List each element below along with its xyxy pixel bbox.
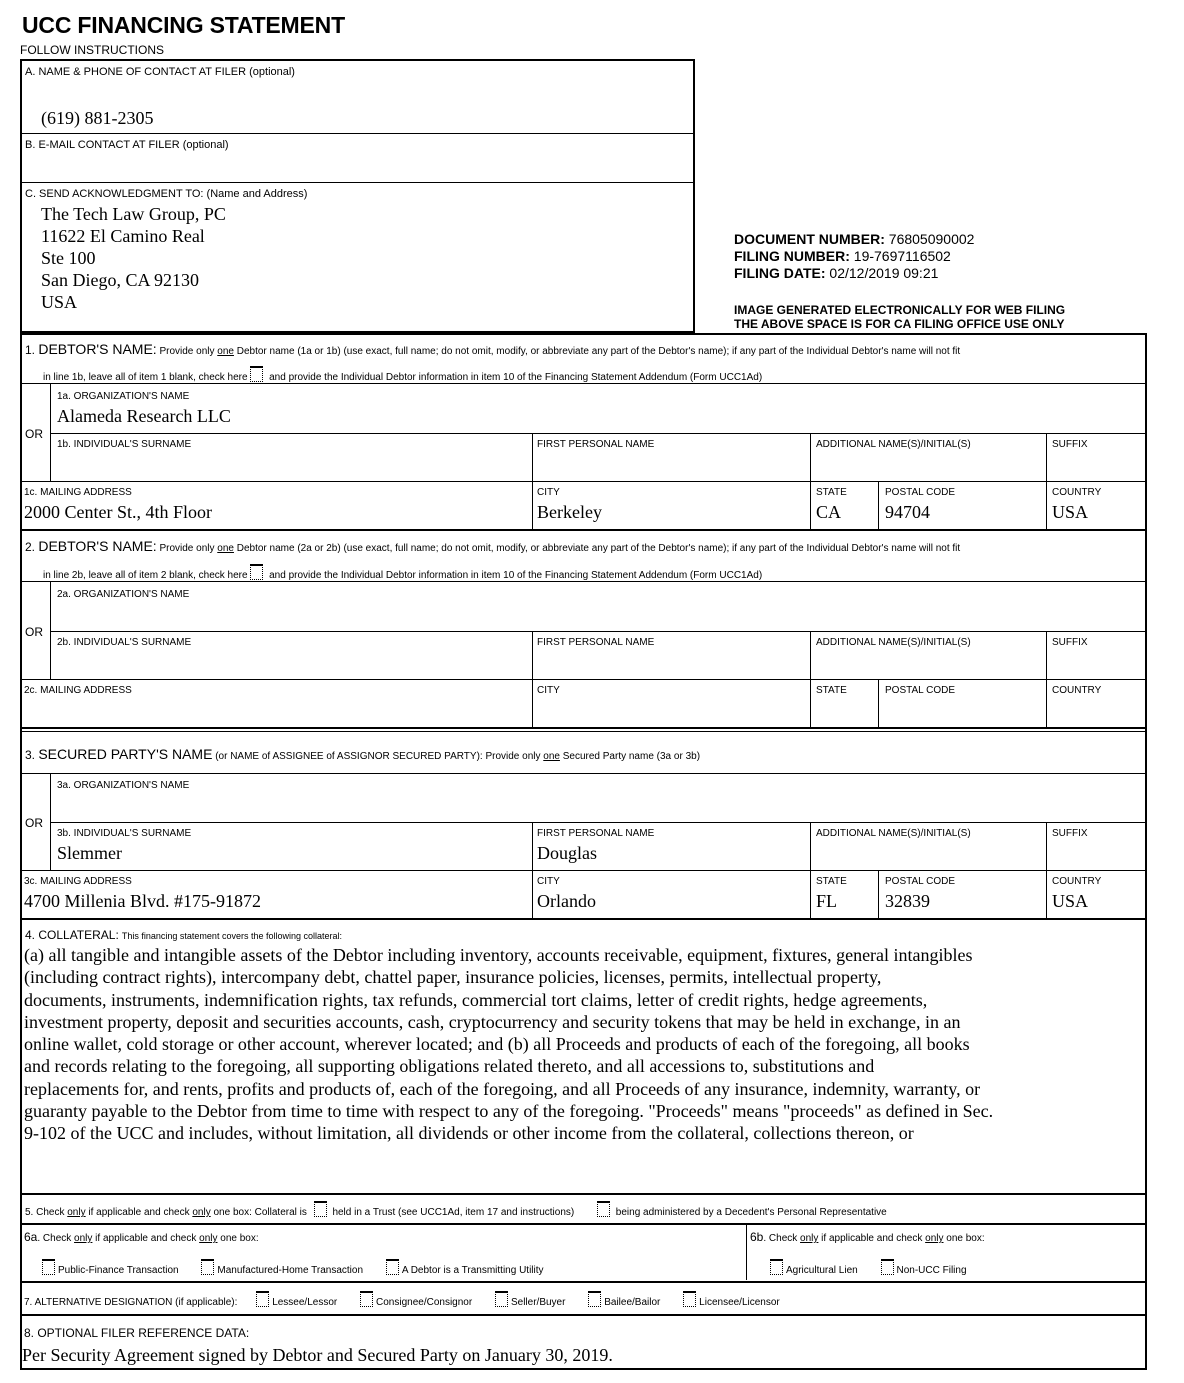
secured-surname-label: 3b. INDIVIDUAL'S SURNAME [57,828,192,839]
section-b-label: B. E-MAIL CONTACT AT FILER (optional) [25,139,229,151]
debtor2-additional-label: ADDITIONAL NAME(S)/INITIAL(S) [816,637,971,648]
collateral-heading: 4. COLLATERAL: This financing statement covers the following collateral: [25,928,342,942]
debtor2-postal-label: POSTAL CODE [885,685,956,696]
public-finance-checkbox[interactable] [42,1259,55,1275]
secured-additional-label: ADDITIONAL NAME(S)/INITIAL(S) [816,828,971,839]
debtor2-country-label: COUNTRY [1052,685,1102,696]
debtor2-city-label: CITY [537,685,560,696]
debtor2-state-label: STATE [816,685,847,696]
debtor2-surname-label: 2b. INDIVIDUAL'S SURNAME [57,637,192,648]
ack-line-3[interactable]: Ste 100 [41,248,96,268]
secured-suffix-label: SUFFIX [1052,828,1088,839]
licensee-checkbox[interactable] [683,1291,696,1307]
secured-org-label: 3a. ORGANIZATION'S NAME [57,780,190,791]
trust-checkbox[interactable] [314,1201,327,1217]
secured-or: OR [25,816,43,830]
debtor1-org-name[interactable]: Alameda Research LLC [57,406,231,426]
item6a-options: Public-Finance Transaction Manufactured-Home Transaction A Debtor is a Transmitting Utility [42,1259,544,1277]
debtor1-suffix-label: SUFFIX [1052,439,1088,450]
secured-city-label: CITY [537,876,560,887]
secured-country-label: COUNTRY [1052,876,1102,887]
debtor2-first-label: FIRST PERSONAL NAME [537,637,655,648]
debtor1-checkbox[interactable] [250,366,263,382]
item7-row: 7. ALTERNATIVE DESIGNATION (if applicable): Lessee/Lessor Consignee/Consignor Seller/Buyer Bailee/Bailor Licensee/Licensor [24,1291,780,1309]
debtor1-state[interactable]: CA [816,502,842,522]
secured-state[interactable]: FL [816,891,838,911]
debtor1-surname-label: 1b. INDIVIDUAL'S SURNAME [57,439,192,450]
debtor1-or: OR [25,427,43,441]
debtor1-heading: 1. DEBTOR'S NAME: Provide only one Debtor name (1a or 1b) (use exact, full name; do not omit, modify, or abbreviate any part of the Debtor's name); if any part of the Individual Debtor's name will not fit [25,341,961,357]
secured-first-name[interactable]: Douglas [537,843,597,863]
debtor2-suffix-label: SUFFIX [1052,637,1088,648]
collateral-text [24,944,1142,1145]
debtor1-mailing[interactable]: 2000 Center St., 4th Floor [24,502,212,522]
secured-mailing-label: 3c. MAILING ADDRESS [24,876,132,887]
collateral-line: guaranty payable to the Debtor from time to time with respect to any of the foregoing. "Proceeds" means "proceeds" as defined in Sec. [24,1101,994,1122]
collateral-line: and records relating to the foregoing, all supporting obligations related thereto, and all accessions to, substitutions and [24,1056,875,1077]
section-c-label: C. SEND ACKNOWLEDGMENT TO: (Name and Address) [25,188,308,200]
secured-postal-label: POSTAL CODE [885,876,956,887]
secured-state-label: STATE [816,876,847,887]
transmitting-utility-checkbox[interactable] [386,1259,399,1275]
contact-phone[interactable]: (619) 881-2305 [41,108,154,128]
filing-number: FILING NUMBER: 19-7697116502 [734,248,951,264]
collateral-line: (a) all tangible and intangible assets of the Debtor including inventory, accounts receivable, equipment, fixtures, general intangibles [24,945,973,965]
lessee-checkbox[interactable] [256,1291,269,1307]
office-use-note: THE ABOVE SPACE IS FOR CA FILING OFFICE USE ONLY [734,317,1065,331]
secured-heading: 3. SECURED PARTY'S NAME (or NAME of ASSIGNEE of ASSIGNOR SECURED PARTY): Provide only one Secured Party name (3a or 3b) [25,746,701,762]
collateral-line: online wallet, cold storage or other account, wherever located; and (b) all Proceeds and products of each of the foregoing, all books [24,1034,970,1055]
debtor1-country-label: COUNTRY [1052,487,1102,498]
item6b-heading: 6b. Check only if applicable and check only one box: [750,1230,985,1244]
debtor1-country[interactable]: USA [1052,502,1089,522]
collateral-line: investment property, deposit and securities accounts, cash, cryptocurrency and security tokens that may be held in exchange, in an [24,1011,961,1032]
follow-instructions: FOLLOW INSTRUCTIONS [20,43,165,57]
secured-mailing[interactable]: 4700 Millenia Blvd. #175-91872 [24,891,261,911]
collateral-line: 9-102 of the UCC and includes, without limitation, all dividends or other income from the collateral, collections thereon, or [24,1123,914,1144]
item8-value[interactable]: Per Security Agreement signed by Debtor and Secured Party on January 30, 2019. [22,1345,613,1365]
item6a-heading: 6a. Check only if applicable and check only one box: [24,1230,259,1244]
section-a-label: A. NAME & PHONE OF CONTACT AT FILER (optional) [25,66,295,78]
debtor1-state-label: STATE [816,487,847,498]
ack-line-5[interactable]: USA [41,292,78,312]
debtor2-or: OR [25,625,43,639]
item5-row: 5. Check only if applicable and check only one box: Collateral is held in a Trust (see UCC1Ad, item 17 and instructions) being administered by a Decedent's Personal Representative [25,1201,887,1219]
secured-first-label: FIRST PERSONAL NAME [537,828,655,839]
decedent-checkbox[interactable] [597,1201,610,1217]
debtor2-mailing-label: 2c. MAILING ADDRESS [24,685,132,696]
filing-date: FILING DATE: 02/12/2019 09:21 [734,265,939,281]
form-title: UCC FINANCING STATEMENT [22,12,345,38]
secured-country[interactable]: USA [1052,891,1089,911]
document-number: DOCUMENT NUMBER: 76805090002 [734,231,975,247]
agricultural-lien-checkbox[interactable] [770,1259,783,1275]
manufactured-home-checkbox[interactable] [201,1259,214,1275]
debtor1-first-label: FIRST PERSONAL NAME [537,439,655,450]
ack-line-1[interactable]: The Tech Law Group, PC [41,204,226,224]
item6b-options: Agricultural Lien Non-UCC Filing [770,1259,967,1277]
collateral-line: documents, instruments, indemnification rights, tax refunds, commercial tort claims, letter of credit rights, hedge agreements, [24,989,928,1010]
secured-surname[interactable]: Slemmer [57,843,122,863]
debtor1-postal[interactable]: 94704 [885,502,930,522]
non-ucc-checkbox[interactable] [881,1259,894,1275]
debtor1-city[interactable]: Berkeley [537,502,602,522]
electronic-note: IMAGE GENERATED ELECTRONICALLY FOR WEB FILING [734,303,1066,317]
debtor2-org-label: 2a. ORGANIZATION'S NAME [57,589,190,600]
debtor1-mailing-label: 1c. MAILING ADDRESS [24,487,132,498]
debtor1-postal-label: POSTAL CODE [885,487,956,498]
debtor2-instruction-2: in line 2b, leave all of item 2 blank, check here and provide the Individual Debtor information in item 10 of the Financing Statement Addendum (Form UCC1Ad) [43,564,762,582]
secured-postal[interactable]: 32839 [885,891,930,911]
debtor1-org-label: 1a. ORGANIZATION'S NAME [57,391,190,402]
item8-label: 8. OPTIONAL FILER REFERENCE DATA: [24,1326,250,1340]
seller-checkbox[interactable] [495,1291,508,1307]
debtor1-additional-label: ADDITIONAL NAME(S)/INITIAL(S) [816,439,971,450]
debtor2-heading: 2. DEBTOR'S NAME: Provide only one Debtor name (2a or 2b) (use exact, full name; do not omit, modify, or abbreviate any part of the Debtor's name); if any part of the Individual Debtor's name will not fit [25,538,961,554]
debtor1-instruction-2: in line 1b, leave all of item 1 blank, check here and provide the Individual Debtor information in item 10 of the Financing Statement Addendum (Form UCC1Ad) [43,366,762,384]
ack-line-2[interactable]: 11622 El Camino Real [41,226,205,246]
consignee-checkbox[interactable] [360,1291,373,1307]
collateral-line: replacements for, and rents, profits and products of, each of the foregoing, and all Proceeds of any insurance, indemnity, warranty, or [24,1078,981,1099]
collateral-line: (including contract rights), intercompany debt, chattel paper, insurance policies, licenses, permits, intellectual property, [24,967,882,988]
secured-city[interactable]: Orlando [537,891,596,911]
ack-line-4[interactable]: San Diego, CA 92130 [41,270,200,290]
bailee-checkbox[interactable] [588,1291,601,1307]
debtor2-checkbox[interactable] [250,564,263,580]
debtor1-city-label: CITY [537,487,560,498]
